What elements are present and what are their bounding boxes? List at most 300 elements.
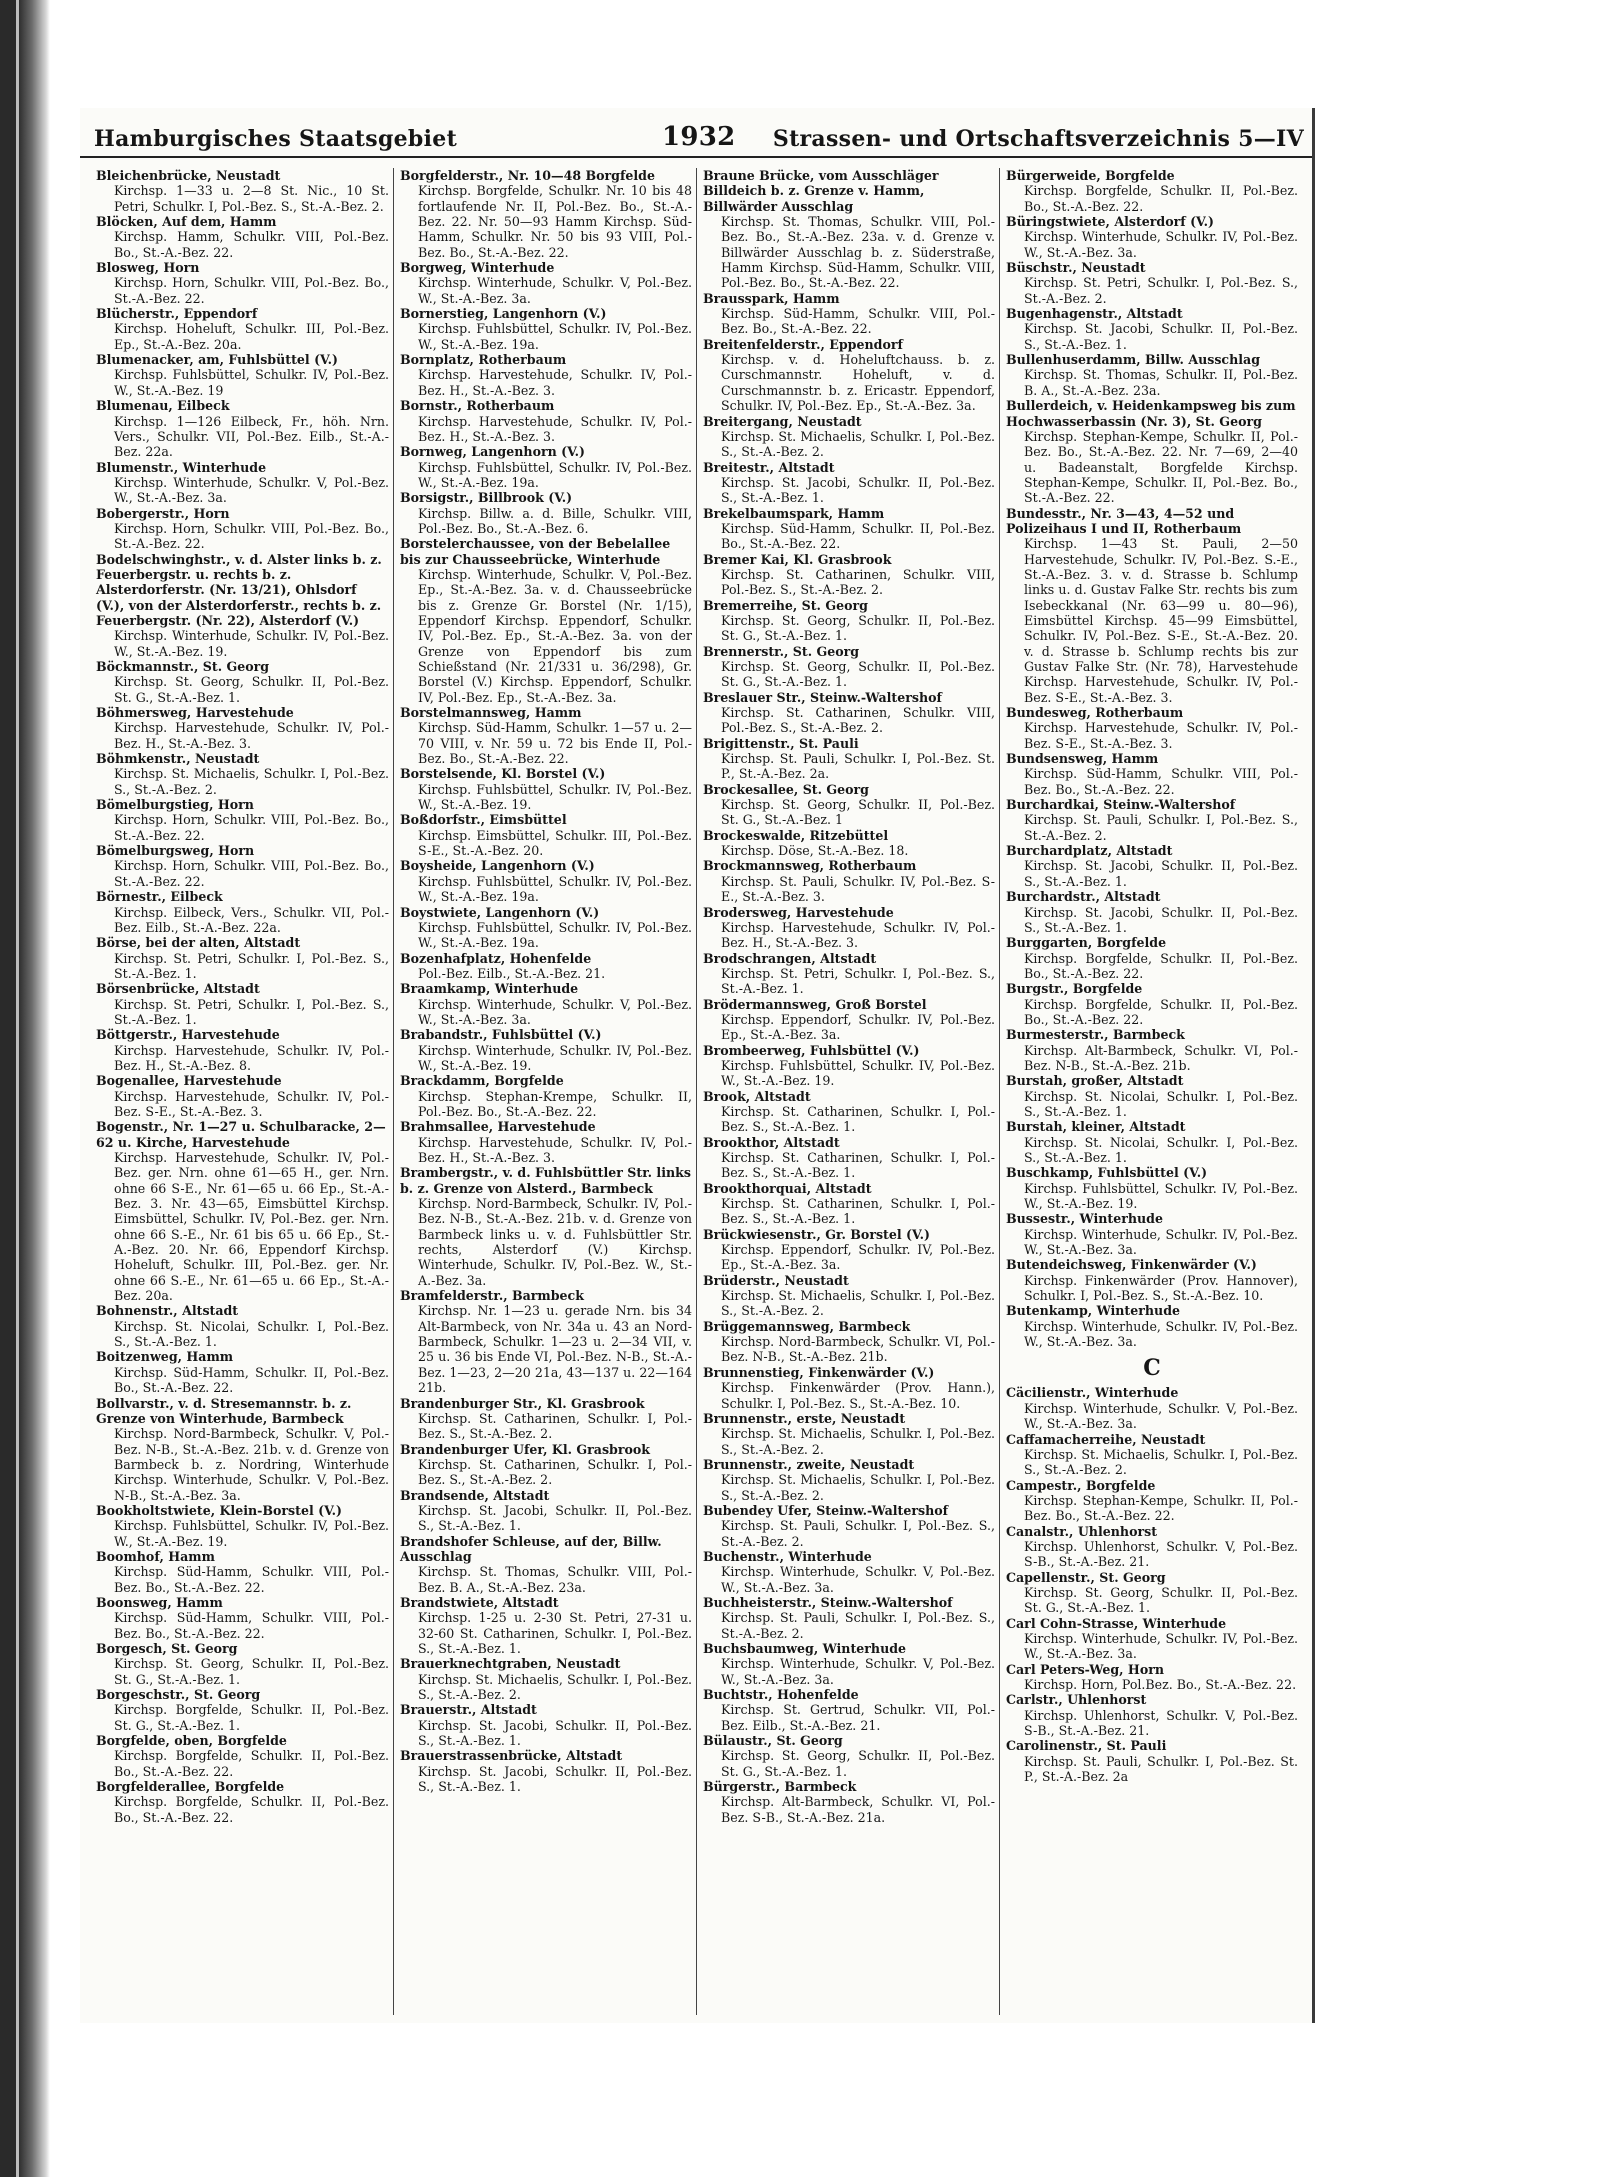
- street-entry: [96, 935, 389, 981]
- street-details: Kirchsp. Fuhlsbüttel, Schulkr. IV, Pol.-Bez. W., St.-A.-Bez. 19a.: [418, 321, 692, 352]
- street-details: Kirchsp. St. Georg, Schulkr. II, Pol.-Bez. St. G., St.-A.-Bez. 1.: [1024, 1584, 1298, 1616]
- street-entry: [96, 1595, 389, 1641]
- street-name: Brabandstr., Fuhlsbüttel (V.): [400, 1027, 602, 1043]
- street-name: Brunnenstieg, Finkenwärder (V.): [703, 1364, 935, 1380]
- street-entry: [703, 414, 995, 460]
- street-details: Kirchsp. St. Jacobi, Schulkr. II, Pol.-Bez. S., St.-A.-Bez. 1.: [721, 474, 995, 506]
- street-entry: [1006, 705, 1298, 751]
- street-name: Blumenau, Eilbeck: [96, 398, 230, 414]
- street-entry: [96, 1349, 389, 1395]
- street-entry: [1006, 214, 1298, 260]
- street-details: Kirchsp. Winterhude, Schulkr. IV, Pol.-Bez. W., St.-A.-Bez. 3a.: [1024, 1226, 1298, 1258]
- street-entry: [96, 1303, 389, 1349]
- column-1: [90, 168, 393, 2015]
- street-details: Kirchsp. Winterhude, Schulkr. IV, Pol.-Bez. W., St.-A.-Bez. 3a.: [1024, 1630, 1298, 1662]
- street-entry: [1006, 1662, 1298, 1693]
- street-details: Kirchsp. St. Pauli, Schulkr. I, Pol.-Bez. St. P., St.-A.-Bez. 2a: [1024, 1753, 1298, 1785]
- street-entry: [400, 1534, 692, 1595]
- street-name: Caffamacherreihe, Neustadt: [1006, 1431, 1206, 1447]
- street-name: Brockmannsweg, Rotherbaum: [703, 858, 917, 874]
- street-details: Kirchsp. Harvestehude, Schulkr. IV, Pol.-Bez. H., St.-A.-Bez. 8.: [114, 1042, 389, 1073]
- street-entry: [96, 460, 389, 506]
- street-entry: [1006, 1432, 1298, 1478]
- street-entry: [703, 1503, 995, 1549]
- street-entry: [400, 306, 692, 352]
- street-entry: [96, 214, 389, 260]
- street-details: Kirchsp. St. Pauli, Schulkr. I, Pol.-Bez. S., St.-A.-Bez. 2.: [721, 1610, 995, 1641]
- street-entry: [1006, 168, 1298, 214]
- street-name: Blumenstr., Winterhude: [96, 459, 267, 475]
- street-entry: [400, 168, 692, 260]
- street-entry: [400, 812, 692, 858]
- street-entry: [703, 1089, 995, 1135]
- street-name: Bremer Kai, Kl. Grasbrook: [703, 551, 892, 567]
- street-details: Kirchsp. Hoheluft, Schulkr. III, Pol.-Bez. Ep., St.-A.-Bez. 20a.: [114, 321, 389, 352]
- street-name: Burstah, großer, Altstadt: [1006, 1073, 1184, 1089]
- street-entry: [1006, 306, 1298, 352]
- street-name: Bohnenstr., Altstadt: [96, 1303, 239, 1319]
- header-year: 1932: [662, 122, 736, 152]
- street-details: Kirchsp. St. Thomas, Schulkr. VIII, Pol.-Bez. Bo., St.-A.-Bez. 23a. v. d. Grenze v. Billwärder Ausschlag b. z. Süderstraße, Hamm Kirchsp. Süd-Hamm, Schulkr. VIII, Pol.-Bez. Bo., St.-A.-Bez. 22.: [721, 214, 995, 291]
- street-details: Kirchsp. St. Georg, Schulkr. II, Pol.-Bez. St. G., St.-A.-Bez. 1.: [114, 1656, 389, 1687]
- street-name: Campestr., Borgfelde: [1006, 1477, 1156, 1493]
- street-name: Breitenfelderstr., Eppendorf: [703, 336, 903, 352]
- street-name: Brüggemannsweg, Barmbeck: [703, 1318, 911, 1334]
- street-details: Kirchsp. St. Thomas, Schulkr. II, Pol.-Bez. B. A., St.-A.-Bez. 23a.: [1024, 367, 1298, 398]
- street-name: Brambergstr., v. d. Fuhlsbüttler Str. links b. z. Grenze von Alsterd., Barmbeck: [400, 1165, 691, 1196]
- street-entry: [703, 1457, 995, 1503]
- street-name: Brodersweg, Harvestehude: [703, 904, 894, 920]
- street-name: Borgeschstr., St. Georg: [96, 1687, 261, 1703]
- street-entry: [1006, 1738, 1298, 1784]
- street-name: Bömelburgstieg, Horn: [96, 797, 254, 813]
- street-entry: [400, 536, 692, 705]
- street-details: Kirchsp. Süd-Hamm, Schulkr. II, Pol.-Bez. Bo., St.-A.-Bez. 22.: [114, 1364, 389, 1396]
- street-name: Bömelburgsweg, Horn: [96, 843, 255, 859]
- street-entry: [400, 1656, 692, 1702]
- street-entry: [400, 1288, 692, 1395]
- street-entry: [1006, 1027, 1298, 1073]
- street-name: Böhmkenstr., Neustadt: [96, 751, 260, 767]
- street-name: Brandstwiete, Altstadt: [400, 1594, 559, 1610]
- street-name: Breslauer Str., Steinw.-Waltershof: [703, 689, 942, 705]
- street-details: Kirchsp. Borgfelde, Schulkr. II, Pol.-Bez. St. G., St.-A.-Bez. 1.: [114, 1702, 389, 1733]
- street-details: Kirchsp. Borgfelde, Schulkr. II, Pol.-Bez. Bo., St.-A.-Bez. 22.: [114, 1794, 389, 1825]
- street-name: Bundesstr., Nr. 3—43, 4—52 und Polizeihaus I und II, Rotherbaum: [1006, 505, 1242, 536]
- street-name: Brookthor, Altstadt: [703, 1134, 840, 1150]
- street-entry: [703, 828, 995, 859]
- street-details: Kirchsp. Alt-Barmbeck, Schulkr. VI, Pol.-Bez. S-B., St.-A.-Bez. 21a.: [721, 1794, 995, 1825]
- street-details: Kirchsp. St. Michaelis, Schulkr. I, Pol.-Bez. S., St.-A.-Bez. 2.: [721, 428, 995, 460]
- street-name: Bleichenbrücke, Neustadt: [96, 168, 281, 183]
- street-details: Kirchsp. Süd-Hamm, Schulkr. II, Pol.-Bez. Bo., St.-A.-Bez. 22.: [721, 520, 995, 552]
- street-name: Borgfelde, oben, Borgfelde: [96, 1733, 287, 1749]
- street-name: Buchenstr., Winterhude: [703, 1548, 872, 1564]
- street-entry: [703, 168, 995, 291]
- street-details: Kirchsp. Horn, Schulkr. VIII, Pol.-Bez. Bo., St.-A.-Bez. 22.: [114, 812, 389, 843]
- street-name: Bundsensweg, Hamm: [1006, 751, 1159, 767]
- street-details: Kirchsp. St. Gertrud, Schulkr. VII, Pol.-Bez. Eilb., St.-A.-Bez. 21.: [721, 1702, 995, 1733]
- street-details: Kirchsp. St. Catharinen, Schulkr. I, Pol.-Bez. S., St.-A.-Bez. 2.: [418, 1410, 692, 1442]
- street-details: Kirchsp. St. Petri, Schulkr. I, Pol.-Bez. S., St.-A.-Bez. 1.: [114, 996, 389, 1027]
- section-letter: C: [1143, 1355, 1161, 1382]
- street-name: Braamkamp, Winterhude: [400, 981, 579, 997]
- street-name: Brauerstrassenbrücke, Altstadt: [400, 1748, 623, 1764]
- street-entry: [96, 552, 389, 659]
- street-details: Kirchsp. Alt-Barmbeck, Schulkr. VI, Pol.-Bez. N-B., St.-A.-Bez. 21b.: [1024, 1042, 1298, 1073]
- street-name: Braune Brücke, vom Ausschläger Billdeich b. z. Grenze v. Hamm, Billwärder Ausschlag: [703, 168, 939, 214]
- street-details: Kirchsp. Fuhlsbüttel, Schulkr. IV, Pol.-Bez. W., St.-A.-Bez. 19.: [418, 781, 692, 813]
- street-details: Kirchsp. St. Michaelis, Schulkr. I, Pol.-Bez. S., St.-A.-Bez. 2.: [1024, 1446, 1298, 1478]
- street-details: Kirchsp. St. Michaelis, Schulkr. I, Pol.-Bez. S., St.-A.-Bez. 2.: [721, 1472, 995, 1503]
- street-name: Büschstr., Neustadt: [1006, 260, 1146, 276]
- street-name: Borgfelderstr., Nr. 10—48 Borgfelde: [400, 168, 655, 183]
- street-details: Kirchsp. St. Thomas, Schulkr. VIII, Pol.-Bez. B. A., St.-A.-Bez. 23a.: [418, 1564, 692, 1595]
- street-details: Kirchsp. St. Pauli, Schulkr. I, Pol.-Bez. S., St.-A.-Bez. 2.: [721, 1518, 995, 1549]
- street-entry: [400, 1396, 692, 1442]
- street-name: Brackdamm, Borgfelde: [400, 1073, 564, 1089]
- street-name: Canalstr., Uhlenhorst: [1006, 1523, 1158, 1539]
- street-entry: [703, 905, 995, 951]
- street-name: Brüderstr., Neustadt: [703, 1272, 849, 1288]
- street-details: Kirchsp. St. Georg, Schulkr. II, Pol.-Bez. St. G., St.-A.-Bez. 1.: [721, 1748, 995, 1779]
- street-entry: [1006, 1616, 1298, 1662]
- street-details: Kirchsp. St. Nicolai, Schulkr. I, Pol.-Bez. S., St.-A.-Bez. 1.: [114, 1318, 389, 1350]
- street-entry: [1006, 1385, 1298, 1431]
- street-entry: [1006, 1570, 1298, 1616]
- street-details: Kirchsp. Winterhude, Schulkr. V, Pol.-Bez. W., St.-A.-Bez. 3a.: [418, 996, 692, 1027]
- street-details: Kirchsp. Fuhlsbüttel, Schulkr. IV, Pol.-Bez. W., St.-A.-Bez. 19a.: [418, 873, 692, 905]
- street-name: Capellenstr., St. Georg: [1006, 1569, 1166, 1585]
- street-name: Brunnenstr., erste, Neustadt: [703, 1410, 906, 1426]
- street-entry: [96, 843, 389, 889]
- street-entry: [1006, 935, 1298, 981]
- street-entry: [96, 1641, 389, 1687]
- street-entry: [1006, 889, 1298, 935]
- street-details: Kirchsp. St. Jacobi, Schulkr. II, Pol.-Bez. S., St.-A.-Bez. 1.: [1024, 858, 1298, 889]
- street-details: Kirchsp. Harvestehude, Schulkr. IV, Pol.-Bez. S-E., St.-A.-Bez. 3.: [114, 1088, 389, 1119]
- street-details: Kirchsp. 1—126 Eilbeck, Fr., höh. Nrn. Vers., Schulkr. VII, Pol.-Bez. Eilb., St.-A.-Bez. 22a.: [114, 413, 389, 460]
- street-entry: [96, 168, 389, 214]
- street-name: Brückwiesenstr., Gr. Borstel (V.): [703, 1226, 930, 1242]
- street-details: Kirchsp. St. Nicolai, Schulkr. I, Pol.-Bez. S., St.-A.-Bez. 1.: [1024, 1088, 1298, 1119]
- street-entry: [1006, 1524, 1298, 1570]
- street-name: Carolinenstr., St. Pauli: [1006, 1738, 1167, 1754]
- street-details: Kirchsp. Horn, Schulkr. VIII, Pol.-Bez. Bo., St.-A.-Bez. 22.: [114, 275, 389, 306]
- directory-page: [80, 108, 1315, 2023]
- street-name: Boßdorfstr., Eimsbüttel: [400, 812, 567, 828]
- street-name: Bornweg, Langenhorn (V.): [400, 444, 586, 460]
- street-details: Kirchsp. Winterhude, Schulkr. V, Pol.-Bez. W., St.-A.-Bez. 3a.: [721, 1656, 995, 1687]
- street-entry: [400, 398, 692, 444]
- street-entry: [96, 1503, 389, 1549]
- street-details: Kirchsp. Horn, Schulkr. VIII, Pol.-Bez. Bo., St.-A.-Bez. 22.: [114, 858, 389, 889]
- street-entry: [96, 506, 389, 552]
- street-entry: [400, 766, 692, 812]
- street-name: Blumenacker, am, Fuhlsbüttel (V.): [96, 352, 338, 368]
- street-name: Bornplatz, Rotherbaum: [400, 352, 567, 368]
- street-details: Kirchsp. Süd-Hamm, Schulkr. 1—57 u. 2—70 VIII, v. Nr. 59 u. 72 bis Ende II, Pol.-Bez. Bo., St.-A.-Bez. 22.: [418, 720, 692, 767]
- street-entry: [96, 1396, 389, 1503]
- street-entry: [400, 352, 692, 398]
- street-details: Kirchsp. St. Georg, Schulkr. II, Pol.-Bez. St. G., St.-A.-Bez. 1.: [721, 612, 995, 644]
- street-entry: [400, 951, 692, 982]
- street-details: Kirchsp. Nord-Barmbeck, Schulkr. V, Pol.-Bez. N-B., St.-A.-Bez. 21b. v. d. Grenze von Barmbeck b. z. Nordring, Winterhude Kirchsp. Winterhude, Schulkr. V, Pol.-Bez. N-B., St.-A.-Bez. 3a.: [114, 1426, 389, 1503]
- header-title: Strassen- und Ortschaftsverzeichnis 5—IV: [772, 126, 1304, 152]
- street-entry: [1006, 981, 1298, 1027]
- street-details: Kirchsp. St. Georg, Schulkr. II, Pol.-Bez. St. G., St.-A.-Bez. 1.: [114, 674, 389, 705]
- directory-columns: [90, 168, 1302, 2015]
- street-details: Kirchsp. St. Pauli, Schulkr. I, Pol.-Bez. S., St.-A.-Bez. 2.: [1024, 812, 1298, 843]
- street-details: Kirchsp. Finkenwärder (Prov. Hann.), Schulkr. I, Pol.-Bez. S., St.-A.-Bez. 10.: [721, 1380, 995, 1411]
- street-details: Kirchsp. Stephan-Krempe, Schulkr. II, Pol.-Bez. Bo., St.-A.-Bez. 22.: [418, 1088, 692, 1119]
- street-details: Kirchsp. Winterhude, Schulkr. V, Pol.-Bez. Ep., St.-A.-Bez. 3a. v. d. Chausseebrücke bis z. Grenze Gr. Borstel (Nr. 1/15), Eppendorf Kirchsp. Eppendorf, Schulkr. IV, Pol.-Bez. Ep., St.-A.-Bez. 3a. von der Grenze von Eppendorf bis zum Schießstand (Nr. 21/331 u. 36/298), Gr. Borstel (V.) Kirchsp. Eppendorf, Schulkr. IV, Pol.-Bez. Ep., St.-A.-Bez. 3a.: [418, 566, 692, 705]
- street-details: Kirchsp. Harvestehude, Schulkr. IV, Pol.-Bez. H., St.-A.-Bez. 3.: [418, 413, 692, 444]
- street-name: Borgfelderallee, Borgfelde: [96, 1779, 285, 1795]
- street-details: Kirchsp. St. Catharinen, Schulkr. I, Pol.-Bez. S., St.-A.-Bez. 2.: [418, 1456, 692, 1488]
- street-entry: [703, 997, 995, 1043]
- page-header: [80, 116, 1312, 158]
- street-name: Börse, bei der alten, Altstadt: [96, 935, 301, 951]
- street-details: Kirchsp. St. Petri, Schulkr. I, Pol.-Bez. S., St.-A.-Bez. 1.: [721, 965, 995, 997]
- street-entry: [96, 352, 389, 398]
- street-name: Bobergerstr., Horn: [96, 505, 230, 521]
- street-details: Kirchsp. St. Michaelis, Schulkr. I, Pol.-Bez. S., St.-A.-Bez. 2.: [721, 1426, 995, 1457]
- street-entry: [703, 1549, 995, 1595]
- street-name: Bullenhuserdamm, Billw. Ausschlag: [1006, 352, 1260, 368]
- street-entry: [1006, 352, 1298, 398]
- street-name: Boysheide, Langenhorn (V.): [400, 858, 595, 874]
- street-name: Böttgerstr., Harvestehude: [96, 1027, 280, 1043]
- street-name: Carlstr., Uhlenhorst: [1006, 1692, 1147, 1708]
- street-name: Butendeichsweg, Finkenwärder (V.): [1006, 1257, 1257, 1273]
- street-entry: [96, 659, 389, 705]
- street-name: Burstah, kleiner, Altstadt: [1006, 1119, 1186, 1135]
- street-name: Bubendey Ufer, Steinw.-Waltershof: [703, 1502, 949, 1518]
- street-entry: [703, 1319, 995, 1365]
- street-entry: [1006, 751, 1298, 797]
- street-details: Kirchsp. Fuhlsbüttel, Schulkr. IV, Pol.-Bez. W., St.-A.-Bez. 19.: [1024, 1180, 1298, 1212]
- street-name: Breitestr., Altstadt: [703, 459, 835, 475]
- street-name: Brödermannsweg, Groß Borstel: [703, 996, 927, 1012]
- street-details: Kirchsp. Borgfelde, Schulkr. II, Pol.-Bez. Bo., St.-A.-Bez. 22.: [1024, 183, 1298, 214]
- street-name: Bürgerweide, Borgfelde: [1006, 168, 1175, 183]
- street-name: Böhmersweg, Harvestehude: [96, 705, 294, 721]
- street-details: Kirchsp. Winterhude, Schulkr. V, Pol.-Bez. W., St.-A.-Bez. 3a.: [114, 474, 389, 506]
- street-entry: [400, 905, 692, 951]
- street-name: Blöcken, Auf dem, Hamm: [96, 214, 277, 230]
- street-entry: [400, 1073, 692, 1119]
- street-entry: [703, 1779, 995, 1825]
- street-entry: [96, 889, 389, 935]
- street-details: Kirchsp. St. Petri, Schulkr. I, Pol.-Bez. S., St.-A.-Bez. 1.: [114, 950, 389, 981]
- street-entry: [400, 260, 692, 306]
- street-details: Kirchsp. St. Catharinen, Schulkr. I, Pol.-Bez. S., St.-A.-Bez. 1.: [721, 1150, 995, 1181]
- street-name: Burgstr., Borgfelde: [1006, 981, 1143, 997]
- street-name: Blosweg, Horn: [96, 260, 200, 276]
- street-entry: [400, 858, 692, 904]
- street-entry: [400, 444, 692, 490]
- street-name: Brausspark, Hamm: [703, 290, 840, 306]
- street-entry: [703, 1365, 995, 1411]
- street-name: Buchsbaumweg, Winterhude: [703, 1641, 907, 1656]
- street-details: Kirchsp. Horn, Schulkr. VIII, Pol.-Bez. Bo., St.-A.-Bez. 22.: [114, 520, 389, 552]
- column-3: [696, 168, 999, 2015]
- street-details: Kirchsp. Stephan-Kempe, Schulkr. II, Pol.-Bez. Bo., St.-A.-Bez. 22.: [1024, 1492, 1298, 1524]
- street-entry: [703, 460, 995, 506]
- street-entry: [96, 260, 389, 306]
- street-details: Kirchsp. Winterhude, Schulkr. IV, Pol.-Bez. W., St.-A.-Bez. 3a.: [1024, 229, 1298, 260]
- street-details: Kirchsp. Harvestehude, Schulkr. IV, Pol.-Bez. S-E., St.-A.-Bez. 3.: [1024, 720, 1298, 751]
- street-entry: [400, 1748, 692, 1794]
- street-name: Bornstr., Rotherbaum: [400, 398, 555, 414]
- street-name: Burchardstr., Altstadt: [1006, 889, 1161, 905]
- street-name: Burggarten, Borgfelde: [1006, 935, 1167, 951]
- street-entry: [1006, 843, 1298, 889]
- street-details: Kirchsp. Fuhlsbüttel, Schulkr. IV, Pol.-Bez. W., St.-A.-Bez. 19a.: [418, 919, 692, 951]
- street-name: Burmesterstr., Barmbeck: [1006, 1027, 1185, 1043]
- street-details: Kirchsp. Döse, St.-A.-Bez. 18.: [721, 843, 909, 859]
- street-name: Butenkamp, Winterhude: [1006, 1303, 1181, 1319]
- street-details: Kirchsp. Winterhude, Schulkr. IV, Pol.-Bez. W., St.-A.-Bez. 3a.: [1024, 1318, 1298, 1350]
- street-details: Kirchsp. Nord-Barmbeck, Schulkr. IV, Pol.-Bez. N-B., St.-A.-Bez. 21b. v. d. Grenze von Barmbeck links u. v. d. Fuhlsbüttler Str. rechts, Alsterdorf (V.) Kirchsp. Winterhude, Schulkr. IV, Pol.-Bez. W., St.-A.-Bez. 3a.: [418, 1196, 692, 1288]
- street-entry: [1006, 1257, 1298, 1303]
- street-details: Kirchsp. St. Georg, Schulkr. II, Pol.-Bez. St. G., St.-A.-Bez. 1.: [721, 659, 995, 690]
- street-name: Brandenburger Ufer, Kl. Grasbrook: [400, 1441, 651, 1457]
- street-entry: [1006, 1211, 1298, 1257]
- street-details: Kirchsp. St. Michaelis, Schulkr. I, Pol.-Bez. S., St.-A.-Bez. 2.: [418, 1671, 692, 1703]
- street-name: Böckmannstr., St. Georg: [96, 659, 270, 674]
- street-name: Boystwiete, Langenhorn (V.): [400, 904, 600, 920]
- street-entry: [96, 981, 389, 1027]
- street-details: Kirchsp. Uhlenhorst, Schulkr. V, Pol.-Bez. S-B., St.-A.-Bez. 21.: [1024, 1538, 1298, 1570]
- street-details: Kirchsp. Nr. 1—23 u. gerade Nrn. bis 34 Alt-Barmbeck, von Nr. 34a u. 43 an Nord-Barmbeck, Schulkr. 1—23 u. 2—34 VII, v. 25 u. 36 bis Ende VI, Pol.-Bez. N-B., St.-A.-Bez. 1—23, 2—20 21a, 43—137 u. 22—164 21b.: [418, 1303, 692, 1396]
- street-entry: [703, 1273, 995, 1319]
- street-name: Bülaustr., St. Georg: [703, 1733, 843, 1749]
- street-name: Bookholtstwiete, Klein-Borstel (V.): [96, 1502, 343, 1518]
- street-details: Kirchsp. Eilbeck, Vers., Schulkr. VII, Pol.-Bez. Eilb., St.-A.-Bez. 22a.: [114, 904, 389, 935]
- street-entry: [703, 598, 995, 644]
- street-details: Kirchsp. St. Michaelis, Schulkr. I, Pol.-Bez. S., St.-A.-Bez. 2.: [721, 1288, 995, 1319]
- street-details: Kirchsp. Winterhude, Schulkr. V, Pol.-Bez. W., St.-A.-Bez. 3a.: [721, 1564, 995, 1595]
- street-details: Kirchsp. Fuhlsbüttel, Schulkr. IV, Pol.-Bez. W., St.-A.-Bez. 19a.: [418, 459, 692, 490]
- street-entry: [703, 1227, 995, 1273]
- street-details: Kirchsp. Süd-Hamm, Schulkr. VIII, Pol.-Bez. Bo., St.-A.-Bez. 22.: [114, 1564, 389, 1595]
- street-details: Kirchsp. St. Jacobi, Schulkr. II, Pol.-Bez. S., St.-A.-Bez. 1.: [1024, 321, 1298, 352]
- street-entry: [1006, 1303, 1298, 1349]
- street-name: Buchheisterstr., Steinw.-Waltershof: [703, 1594, 953, 1610]
- street-name: Borgesch, St. Georg: [96, 1641, 238, 1656]
- street-details: Kirchsp. Harvestehude, Schulkr. IV, Pol.-Bez. H., St.-A.-Bez. 3.: [418, 1134, 692, 1165]
- street-entry: [703, 1733, 995, 1779]
- street-name: Burchardkai, Steinw.-Waltershof: [1006, 797, 1236, 813]
- street-name: Brahmsallee, Harvestehude: [400, 1119, 596, 1135]
- street-details: Kirchsp. Uhlenhorst, Schulkr. V, Pol.-Bez. S-B., St.-A.-Bez. 21.: [1024, 1707, 1298, 1739]
- street-name: Buchtstr., Hohenfelde: [703, 1687, 859, 1703]
- street-name: Brombeerweg, Fuhlsbüttel (V.): [703, 1042, 920, 1058]
- street-name: Brigittenstr., St. Pauli: [703, 735, 859, 751]
- street-name: Borstelerchaussee, von der Bebelallee bis zur Chausseebrücke, Winterhude: [400, 536, 671, 567]
- street-name: Börsenbrücke, Altstadt: [96, 981, 260, 997]
- street-details: Kirchsp. Fuhlsbüttel, Schulkr. IV, Pol.-Bez. W., St.-A.-Bez. 19.: [114, 1518, 389, 1549]
- street-name: Brockesallee, St. Georg: [703, 781, 869, 797]
- street-details: Kirchsp. Billw. a. d. Bille, Schulkr. VIII, Pol.-Bez. Bo., St.-A.-Bez. 6.: [418, 505, 692, 536]
- street-entry: [703, 1595, 995, 1641]
- street-details: Kirchsp. St. Catharinen, Schulkr. I, Pol.-Bez. S., St.-A.-Bez. 1.: [721, 1103, 995, 1135]
- street-entry: [1006, 797, 1298, 843]
- street-entry: [400, 981, 692, 1027]
- street-entry: [96, 1779, 389, 1825]
- street-details: Kirchsp. Winterhude, Schulkr. V, Pol.-Bez. W., St.-A.-Bez. 3a.: [418, 275, 692, 306]
- street-name: Bullerdeich, v. Heidenkampsweg bis zum Hochwasserbassin (Nr. 3), St. Georg: [1006, 398, 1296, 429]
- street-name: Breitergang, Neustadt: [703, 413, 862, 429]
- street-name: Blücherstr., Eppendorf: [96, 306, 258, 322]
- street-entry: [1006, 506, 1298, 705]
- street-name: Brauerstr., Altstadt: [400, 1702, 537, 1718]
- street-name: Borstelmannsweg, Hamm: [400, 705, 582, 721]
- street-entry: [703, 736, 995, 782]
- street-name: Brook, Altstadt: [703, 1088, 811, 1104]
- street-details: Kirchsp. Eimsbüttel, Schulkr. III, Pol.-Bez. S-E., St.-A.-Bez. 20.: [418, 827, 692, 859]
- street-entry: [703, 644, 995, 690]
- street-name: Brunnenstr., zweite, Neustadt: [703, 1456, 915, 1472]
- street-name: Brandshofer Schleuse, auf der, Billw. Ausschlag: [400, 1533, 662, 1564]
- street-entry: [1006, 1478, 1298, 1524]
- street-details: Kirchsp. Nord-Barmbeck, Schulkr. VI, Pol.-Bez. N-B., St.-A.-Bez. 21b.: [721, 1334, 995, 1365]
- street-entry: [96, 1549, 389, 1595]
- street-entry: [1006, 260, 1298, 306]
- street-entry: [400, 1702, 692, 1748]
- street-details: Pol.-Bez. Eilb., St.-A.-Bez. 21.: [418, 965, 606, 981]
- street-entry: [703, 506, 995, 552]
- street-entry: [96, 751, 389, 797]
- street-details: Kirchsp. Eppendorf, Schulkr. IV, Pol.-Bez. Ep., St.-A.-Bez. 3a.: [721, 1242, 995, 1273]
- street-entry: [96, 1687, 389, 1733]
- street-name: Brekelbaumspark, Hamm: [703, 505, 885, 521]
- street-details: Kirchsp. St. Georg, Schulkr. II, Pol.-Bez. St. G., St.-A.-Bez. 1: [721, 797, 995, 828]
- street-name: Buschkamp, Fuhlsbüttel (V.): [1006, 1165, 1208, 1181]
- street-name: Bramfelderstr., Barmbeck: [400, 1288, 584, 1304]
- street-entry: [400, 1119, 692, 1165]
- street-details: Kirchsp. Winterhude, Schulkr. V, Pol.-Bez. W., St.-A.-Bez. 3a.: [1024, 1400, 1298, 1432]
- street-name: Carl Peters-Weg, Horn: [1006, 1661, 1165, 1677]
- street-name: Brookthorquai, Altstadt: [703, 1180, 872, 1196]
- street-entry: [96, 797, 389, 843]
- street-name: Büringstwiete, Alsterdorf (V.): [1006, 214, 1214, 230]
- street-entry: [1006, 398, 1298, 505]
- street-name: Bürgerstr., Barmbeck: [703, 1779, 857, 1795]
- street-details: Kirchsp. v. d. Hoheluftchauss. b. z. Curschmannstr. Hoheluft, v. d. Curschmannstr. b. z. Ericastr. Eppendorf, Schulkr. IV, Pol.-Bez. Ep., St.-A.-Bez. 3a.: [721, 352, 995, 414]
- street-details: Kirchsp. Winterhude, Schulkr. IV, Pol.-Bez. W., St.-A.-Bez. 19.: [418, 1042, 692, 1073]
- street-name: Borgweg, Winterhude: [400, 260, 555, 276]
- street-name: Bollvarstr., v. d. Stresemannstr. b. z. Grenze von Winterhude, Barmbeck: [96, 1395, 352, 1426]
- street-entry: [1006, 1119, 1298, 1165]
- street-details: Kirchsp. 1—33 u. 2—8 St. Nic., 10 St. Petri, Schulkr. I, Pol.-Bez. S., St.-A.-Bez. 2.: [114, 183, 389, 214]
- street-name: Brandenburger Str., Kl. Grasbrook: [400, 1395, 645, 1411]
- street-entry: [703, 1135, 995, 1181]
- street-name: Brockeswalde, Ritzebüttel: [703, 827, 889, 843]
- street-details: Kirchsp. Fuhlsbüttel, Schulkr. IV, Pol.-Bez. W., St.-A.-Bez. 19: [114, 367, 389, 398]
- street-name: Burchardplatz, Altstadt: [1006, 843, 1173, 859]
- street-entry: [703, 337, 995, 414]
- street-entry: [96, 1073, 389, 1119]
- street-name: Carl Cohn-Strasse, Winterhude: [1006, 1615, 1227, 1631]
- street-details: Kirchsp. Harvestehude, Schulkr. IV, Pol.-Bez. H., St.-A.-Bez. 3.: [418, 367, 692, 398]
- street-details: Kirchsp. St. Petri, Schulkr. I, Pol.-Bez. S., St.-A.-Bez. 2.: [1024, 275, 1298, 306]
- street-name: Bremerreihe, St. Georg: [703, 597, 868, 613]
- street-name: Brauerknechtgraben, Neustadt: [400, 1656, 621, 1672]
- street-name: Bogenallee, Harvestehude: [96, 1073, 282, 1089]
